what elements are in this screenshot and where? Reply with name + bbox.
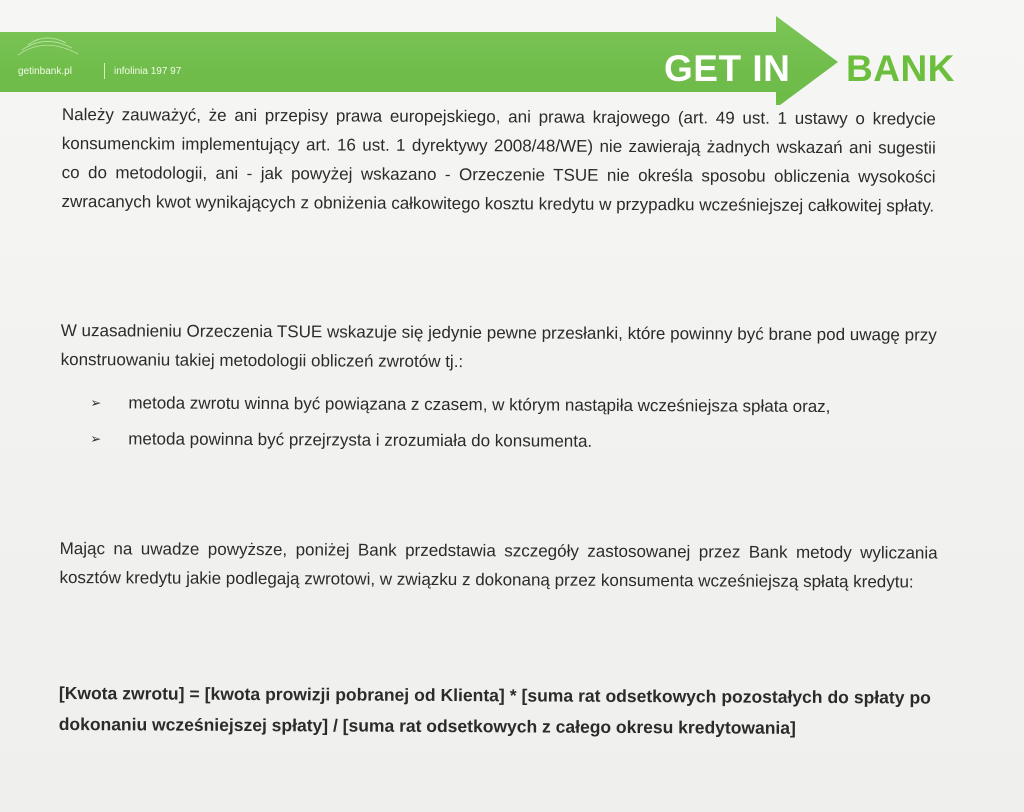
website-url: getinbank.pl bbox=[18, 66, 72, 77]
paragraph-bank-method: Mając na uwadze powyższe, poniżej Bank przedstawia szczegóły zastosowanej przez Bank metody wyliczania kosztów kredytu jakie podlegają zwrotowi, w związku z dokonaną przez konsumenta wcześniejszą spłatą kredytu: bbox=[59, 538, 938, 592]
header-divider bbox=[104, 63, 105, 79]
logo-bank: BANK bbox=[846, 48, 955, 89]
paragraph-methodology: Należy zauważyć, że ani przepisy prawa europejskiego, ani prawa krajowego (art. 49 ust. 1 ustawy o kredycie konsumenckim implementujący art. 16 ust. 1 dyrektywy 2008/48/WE) nie zawierają żadnych wskazań ani sugestii co do metodologii, ani - jak powyżej wskazano - Orzeczenie TSUE nie określa sposobu obliczenia wysokości zwracanych kwot wynikających z obniżenia całkowitego kosztu kredytu w przypadku wcześniejszej całkowitej spłaty. bbox=[61, 104, 936, 216]
list-item bbox=[90, 388, 934, 421]
arrow-bullet-icon: ➢ bbox=[90, 431, 102, 447]
infoline-number: infolinia 197 97 bbox=[114, 66, 182, 77]
list-item bbox=[90, 424, 934, 457]
paragraph-tsue-justification: W uzasadnieniu Orzeczenia TSUE wskazuje się jedynie pewne przesłanki, które powinny być brane pod uwagę przy konstruowaniu takiej metodologii obliczeń zwrotów tj.: bbox=[60, 320, 937, 372]
list-item-text: metoda zwrotu winna być powiązana z czasem, w którym nastąpiła wcześniejsza spłata oraz, bbox=[128, 393, 831, 417]
header-banner bbox=[0, 10, 1024, 105]
logo-get-in: GET IN bbox=[664, 48, 791, 89]
arrow-bullet-icon: ➢ bbox=[90, 395, 102, 411]
list-item-text: metoda powinna być przejrzysta i zrozumiała do konsumenta. bbox=[128, 429, 593, 451]
premises-list bbox=[90, 388, 934, 464]
refund-formula: [Kwota zwrotu] = [kwota prowizji pobranej od Klienta] * [suma rat odsetkowych pozostałych do spłaty po dokonaniu wcześniejszej spłaty] / [suma rat odsetkowych z całego okresu kredytowania] bbox=[58, 682, 931, 738]
